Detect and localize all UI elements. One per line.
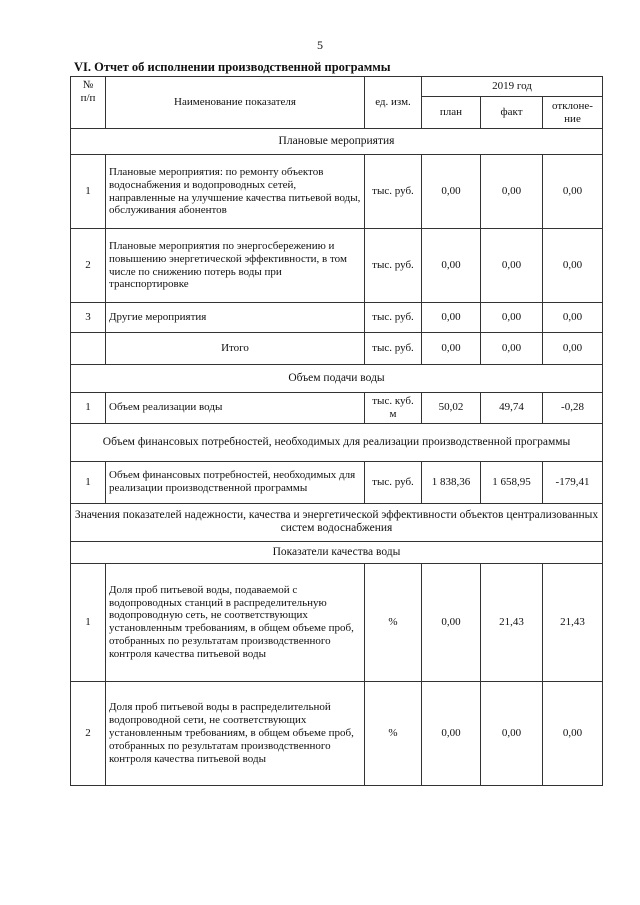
row-unit: тыс. руб. (365, 155, 422, 229)
section-row (71, 423, 603, 461)
row-plan: 1 838,36 (422, 461, 481, 503)
row-plan: 0,00 (422, 229, 481, 303)
row-number: 1 (71, 461, 106, 503)
row-number: 2 (71, 681, 106, 785)
row-deviation: 0,00 (543, 333, 603, 365)
table-row (71, 333, 603, 365)
header-unit: ед. изм. (365, 77, 422, 129)
header-num: № п/п (71, 77, 106, 129)
row-plan: 50,02 (422, 393, 481, 424)
row-number: 3 (71, 303, 106, 333)
header-year: 2019 год (422, 77, 603, 97)
section-row (71, 503, 603, 541)
section-heading: Объем финансовых потребностей, необходимых для реализации производственной программы (71, 423, 603, 461)
section-heading: Плановые мероприятия (71, 129, 603, 155)
table-row (71, 563, 603, 681)
row-plan: 0,00 (422, 681, 481, 785)
row-fact: 0,00 (481, 155, 543, 229)
section-heading: Значения показателей надежности, качества и энергетической эффективности объектов централизованных систем водоснабжения (71, 503, 603, 541)
header-deviation: отклоне- ние (543, 97, 603, 129)
row-fact: 0,00 (481, 333, 543, 365)
row-unit: тыс. руб. (365, 461, 422, 503)
row-deviation: 0,00 (543, 303, 603, 333)
section-heading: Объем подачи воды (71, 365, 603, 393)
row-name: Доля проб питьевой воды, подаваемой с водопроводных станций в распределительную водопроводную сеть, не соответствующих установленным требованиям, в общем объеме проб, отобранных по результатам производственного контроля качества питьевой воды (106, 563, 365, 681)
row-plan: 0,00 (422, 155, 481, 229)
row-fact: 21,43 (481, 563, 543, 681)
row-number: 1 (71, 155, 106, 229)
row-number: 1 (71, 563, 106, 681)
section-row (71, 541, 603, 563)
report-body (71, 129, 603, 786)
row-deviation: 0,00 (543, 155, 603, 229)
row-unit: % (365, 563, 422, 681)
row-plan: 0,00 (422, 563, 481, 681)
row-name: Объем финансовых потребностей, необходимых для реализации производственной программы (106, 461, 365, 503)
row-deviation: -0,28 (543, 393, 603, 424)
row-fact: 0,00 (481, 229, 543, 303)
row-unit: % (365, 681, 422, 785)
row-number: 2 (71, 229, 106, 303)
table-row (71, 681, 603, 785)
row-plan: 0,00 (422, 333, 481, 365)
header-name: Наименование показателя (106, 77, 365, 129)
row-name: Итого (106, 333, 365, 365)
row-fact: 49,74 (481, 393, 543, 424)
row-plan: 0,00 (422, 303, 481, 333)
section-row (71, 365, 603, 393)
row-number (71, 333, 106, 365)
row-name: Доля проб питьевой воды в распределительной водопроводной сети, не соответствующих установленным требованиям, в общем объеме проб, отобранных по результатам производственного контроля качества питьевой воды (106, 681, 365, 785)
table-row (71, 155, 603, 229)
table-row (71, 229, 603, 303)
section-title: VI. Отчет об исполнении производственной программы (74, 60, 391, 74)
row-unit: тыс. руб. (365, 333, 422, 365)
row-name: Другие мероприятия (106, 303, 365, 333)
row-deviation: 0,00 (543, 229, 603, 303)
row-name: Плановые мероприятия по энергосбережению и повышению энергетической эффективности, в том числе по снижению потерь воды при транспортировке (106, 229, 365, 303)
row-fact: 0,00 (481, 303, 543, 333)
table-row (71, 303, 603, 333)
table-row (71, 461, 603, 503)
row-number: 1 (71, 393, 106, 424)
table-row (71, 393, 603, 424)
row-fact: 1 658,95 (481, 461, 543, 503)
row-fact: 0,00 (481, 681, 543, 785)
production-program-report-table (70, 76, 603, 786)
row-unit: тыс. руб. (365, 229, 422, 303)
row-deviation: 0,00 (543, 681, 603, 785)
header-plan: план (422, 97, 481, 129)
page-number: 5 (317, 38, 323, 52)
row-unit: тыс. куб. м (365, 393, 422, 424)
row-deviation: 21,43 (543, 563, 603, 681)
header-fact: факт (481, 97, 543, 129)
section-row (71, 129, 603, 155)
row-name: Плановые мероприятия: по ремонту объектов водоснабжения и водопроводных сетей, направленные на улучшение качества питьевой воды, обслуживания абонентов (106, 155, 365, 229)
section-heading: Показатели качества воды (71, 541, 603, 563)
row-deviation: -179,41 (543, 461, 603, 503)
row-name: Объем реализации воды (106, 393, 365, 424)
row-unit: тыс. руб. (365, 303, 422, 333)
